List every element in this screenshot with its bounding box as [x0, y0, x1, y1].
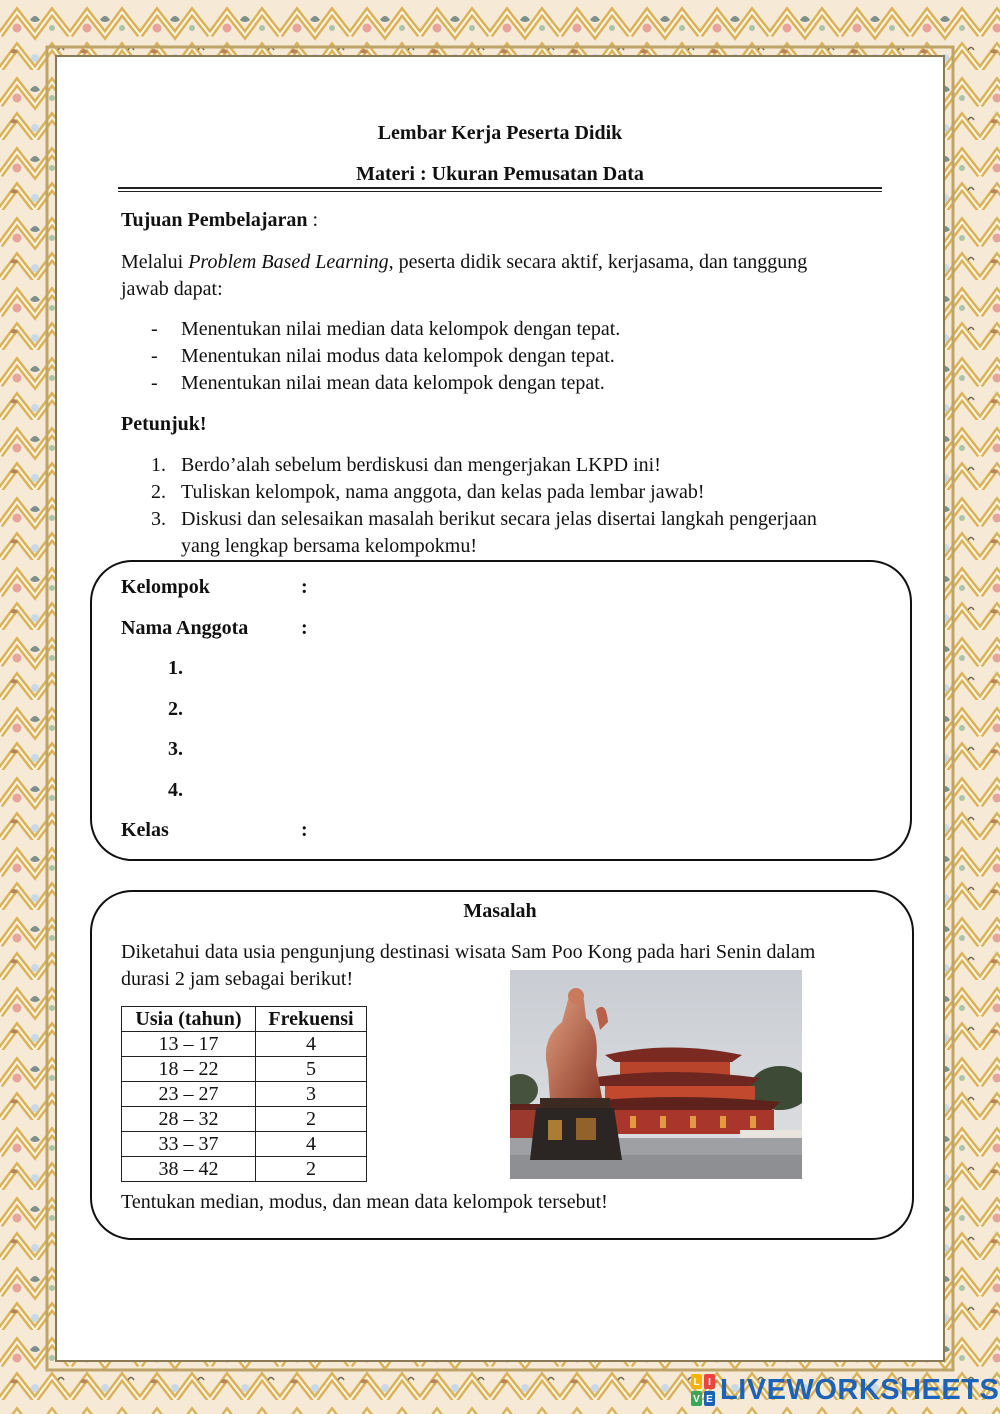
badge-letter: E	[706, 1394, 713, 1405]
member-number[interactable]: 4.	[168, 779, 183, 801]
table-header-row	[122, 1007, 367, 1032]
age-interval-cell: 33 – 37	[122, 1132, 256, 1157]
age-interval-cell: 28 – 32	[122, 1107, 256, 1132]
members-label: Nama Anggota	[121, 617, 249, 639]
intro-method: Problem Based Learning	[188, 251, 389, 273]
frequency-cell: 5	[256, 1057, 367, 1082]
table-row	[122, 1157, 367, 1182]
bullet-marker: -	[151, 372, 158, 394]
table-row	[122, 1057, 367, 1082]
member-number[interactable]: 3.	[168, 738, 183, 760]
worksheet-title: Lembar Kerja Peserta Didik	[377, 122, 623, 144]
objectives-heading: Tujuan Pembelajaran	[121, 209, 308, 231]
problem-question: Tentukan median, modus, dan mean data kelompok tersebut!	[121, 1191, 608, 1213]
member-number[interactable]: 1.	[168, 657, 183, 679]
table-row	[122, 1132, 367, 1157]
intro-before: Melalui	[121, 251, 189, 273]
objectives-heading-suffix: :	[307, 209, 319, 231]
instruction-item: Diskusi dan selesaikan masalah berikut secara jelas disertai langkah pengerjaan	[181, 508, 817, 530]
frequency-cell: 3	[256, 1082, 367, 1107]
age-interval-cell: 23 – 27	[122, 1082, 256, 1107]
header-rule	[118, 187, 882, 189]
class-label: Kelas	[121, 819, 169, 841]
age-interval-cell: 38 – 42	[122, 1157, 256, 1182]
instruction-number: 2.	[151, 481, 166, 503]
sam-poo-kong-photo	[510, 970, 802, 1179]
frequency-cell: 4	[256, 1132, 367, 1157]
objectives-intro-line2: jawab dapat:	[121, 278, 223, 300]
badge-letter: V	[693, 1394, 700, 1405]
objectives-heading-row	[121, 207, 318, 234]
problem-text-line2: durasi 2 jam sebagai berikut!	[121, 968, 354, 990]
member-number[interactable]: 2.	[168, 698, 183, 720]
liveworksheets-logo-text: LIVEWORKSHEETS	[720, 1374, 1000, 1406]
class-colon[interactable]: :	[301, 819, 308, 841]
frequency-cell: 2	[256, 1157, 367, 1182]
instructions-heading: Petunjuk!	[121, 413, 207, 435]
header-rule-thin	[118, 191, 882, 192]
instruction-number: 1.	[151, 454, 166, 476]
table-row	[122, 1107, 367, 1132]
group-label: Kelompok	[121, 576, 210, 598]
instruction-item: Berdo’alah sebelum berdiskusi dan mengerjakan LKPD ini!	[181, 454, 661, 476]
badge-letter: L	[693, 1377, 700, 1388]
group-colon[interactable]: :	[301, 576, 308, 598]
liveworksheets-logo	[690, 1372, 1000, 1408]
frequency-cell: 2	[256, 1107, 367, 1132]
frequency-cell: 4	[256, 1032, 367, 1057]
objectives-intro	[121, 249, 807, 276]
intro-after: , peserta didik secara aktif, kerjasama, dan tanggung	[388, 251, 808, 273]
instruction-item: Tuliskan kelompok, nama anggota, dan kelas pada lembar jawab!	[181, 481, 705, 503]
age-interval-cell: 18 – 22	[122, 1057, 256, 1082]
badge-letter: I	[708, 1377, 711, 1388]
instruction-number: 3.	[151, 508, 166, 530]
age-interval-cell: 13 – 17	[122, 1032, 256, 1057]
bullet-marker: -	[151, 345, 158, 367]
column-header-age: Usia (tahun)	[122, 1007, 256, 1032]
liveworksheets-badge-icon	[690, 1373, 716, 1407]
identity-box	[90, 560, 912, 861]
problem-heading: Masalah	[463, 900, 537, 922]
instruction-item-continued: yang lengkap bersama kelompokmu!	[181, 535, 478, 557]
objective-item: Menentukan nilai modus data kelompok dengan tepat.	[181, 345, 615, 367]
objective-item: Menentukan nilai mean data kelompok dengan tepat.	[181, 372, 605, 394]
table-row	[122, 1082, 367, 1107]
objective-item: Menentukan nilai median data kelompok dengan tepat.	[181, 318, 621, 340]
table-row	[122, 1032, 367, 1057]
members-colon[interactable]: :	[301, 617, 308, 639]
worksheet-subtitle: Materi : Ukuran Pemusatan Data	[356, 163, 644, 185]
frequency-table	[121, 1006, 367, 1182]
bullet-marker: -	[151, 318, 158, 340]
column-header-frequency: Frekuensi	[256, 1007, 367, 1032]
problem-text: Diketahui data usia pengunjung destinasi wisata Sam Poo Kong pada hari Senin dalam	[121, 941, 816, 963]
